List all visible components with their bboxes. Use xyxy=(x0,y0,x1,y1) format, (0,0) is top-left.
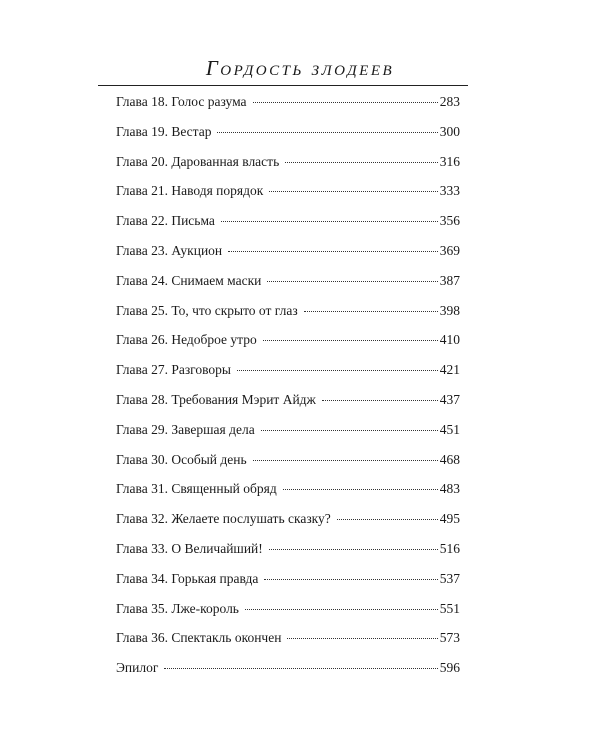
header-rule xyxy=(98,85,468,86)
toc-entry xyxy=(116,449,460,479)
toc-dot-leader xyxy=(263,340,438,341)
toc-dot-leader xyxy=(283,489,438,490)
toc-dot-leader xyxy=(337,519,438,520)
toc-entry-page-number: 369 xyxy=(439,242,460,258)
toc-entry xyxy=(116,180,460,210)
toc-entry xyxy=(116,121,460,151)
toc-dot-leader xyxy=(267,281,437,282)
toc-entry-page-number: 421 xyxy=(439,362,460,378)
toc-entry-title: Глава 18. Голос разума xyxy=(116,94,247,109)
toc-entry-page-number: 516 xyxy=(439,540,460,556)
toc-entry xyxy=(116,508,460,538)
toc-dot-leader xyxy=(245,609,438,610)
toc-dot-leader xyxy=(221,221,438,222)
toc-entry-title: Глава 20. Дарованная власть xyxy=(116,153,280,169)
toc-entry xyxy=(116,598,460,628)
toc-entry-page-number: 437 xyxy=(439,391,460,407)
toc-entry xyxy=(116,538,460,568)
toc-dot-leader xyxy=(253,102,438,103)
toc-entry-page-number: 551 xyxy=(439,600,460,616)
toc-entry xyxy=(116,329,460,359)
toc-entry-title: Глава 35. Лже-король xyxy=(116,600,239,616)
toc-entry-title: Глава 34. Горькая правда xyxy=(116,570,259,586)
toc-entry xyxy=(116,359,460,389)
toc-entry-page-number: 398 xyxy=(439,302,460,318)
toc-dot-leader xyxy=(304,311,438,312)
toc-entry-page-number: 596 xyxy=(439,660,460,676)
toc-entry xyxy=(116,389,460,419)
toc-dot-leader xyxy=(322,400,438,401)
toc-entry xyxy=(116,91,460,121)
toc-entry xyxy=(116,478,460,508)
toc-entry-title: Глава 28. Требования Мэрит Айдж xyxy=(116,391,316,407)
toc-dot-leader xyxy=(285,162,438,163)
toc-entry-page-number: 316 xyxy=(439,153,460,169)
toc-entry-title: Глава 29. Завершая дела xyxy=(116,421,255,437)
toc-dot-leader xyxy=(287,638,437,639)
toc-dot-leader xyxy=(164,668,437,669)
toc-entry-title: Глава 21. Наводя порядок xyxy=(116,183,264,199)
toc-entry-title: Глава 30. Особый день xyxy=(116,451,247,467)
toc-dot-leader xyxy=(264,579,437,580)
toc-dot-leader xyxy=(253,460,438,461)
toc-entry xyxy=(116,300,460,330)
toc-entry-page-number: 333 xyxy=(439,183,460,199)
running-title: Гордость злодеев xyxy=(205,56,395,80)
toc-entry-title: Эпилог xyxy=(116,660,159,676)
toc-entry-title: Глава 23. Аукцион xyxy=(116,242,223,258)
toc-entry-title: Глава 27. Разговоры xyxy=(116,362,231,378)
toc-entry-title: Глава 22. Письма xyxy=(116,213,215,229)
toc-entry-title: Глава 33. О Величайший! xyxy=(116,540,263,556)
toc-entry xyxy=(116,627,460,657)
toc-entry-page-number: 483 xyxy=(439,481,460,497)
toc-entry-title: Глава 19. Вестар xyxy=(116,123,212,139)
toc-dot-leader xyxy=(217,132,437,133)
toc-entry-page-number: 495 xyxy=(439,511,460,527)
toc-entry-title: Глава 25. То, что скрыто от глаз xyxy=(116,302,298,318)
toc-dot-leader xyxy=(261,430,438,431)
toc-entry xyxy=(116,210,460,240)
toc-entry xyxy=(116,657,460,687)
toc-entry-page-number: 537 xyxy=(439,570,460,586)
toc-entry-page-number: 451 xyxy=(439,421,460,437)
toc-entry-page-number: 387 xyxy=(439,272,460,288)
toc-entry-page-number: 283 xyxy=(439,94,460,109)
toc-dot-leader xyxy=(269,191,437,192)
toc-entry-title: Глава 24. Снимаем маски xyxy=(116,272,262,288)
toc-entry-page-number: 573 xyxy=(439,630,460,646)
toc-entry-page-number: 410 xyxy=(439,332,460,348)
toc-entry xyxy=(116,151,460,181)
toc-entry xyxy=(116,419,460,449)
toc-entry-page-number: 468 xyxy=(439,451,460,467)
toc-dot-leader xyxy=(237,370,438,371)
toc-dot-leader xyxy=(269,549,438,550)
toc-entry xyxy=(116,568,460,598)
toc-entry xyxy=(116,270,460,300)
toc-entry-page-number: 300 xyxy=(439,123,460,139)
toc-entry-title: Глава 31. Священный обряд xyxy=(116,481,277,497)
table-of-contents xyxy=(116,91,460,687)
toc-entry-title: Глава 26. Недоброе утро xyxy=(116,332,257,348)
toc-entry-title: Глава 32. Желаете послушать сказку? xyxy=(116,511,331,527)
toc-entry-page-number: 356 xyxy=(439,213,460,229)
toc-entry-title: Глава 36. Спектакль окончен xyxy=(116,630,282,646)
toc-dot-leader xyxy=(228,251,438,252)
running-header xyxy=(0,56,600,81)
toc-entry xyxy=(116,240,460,270)
